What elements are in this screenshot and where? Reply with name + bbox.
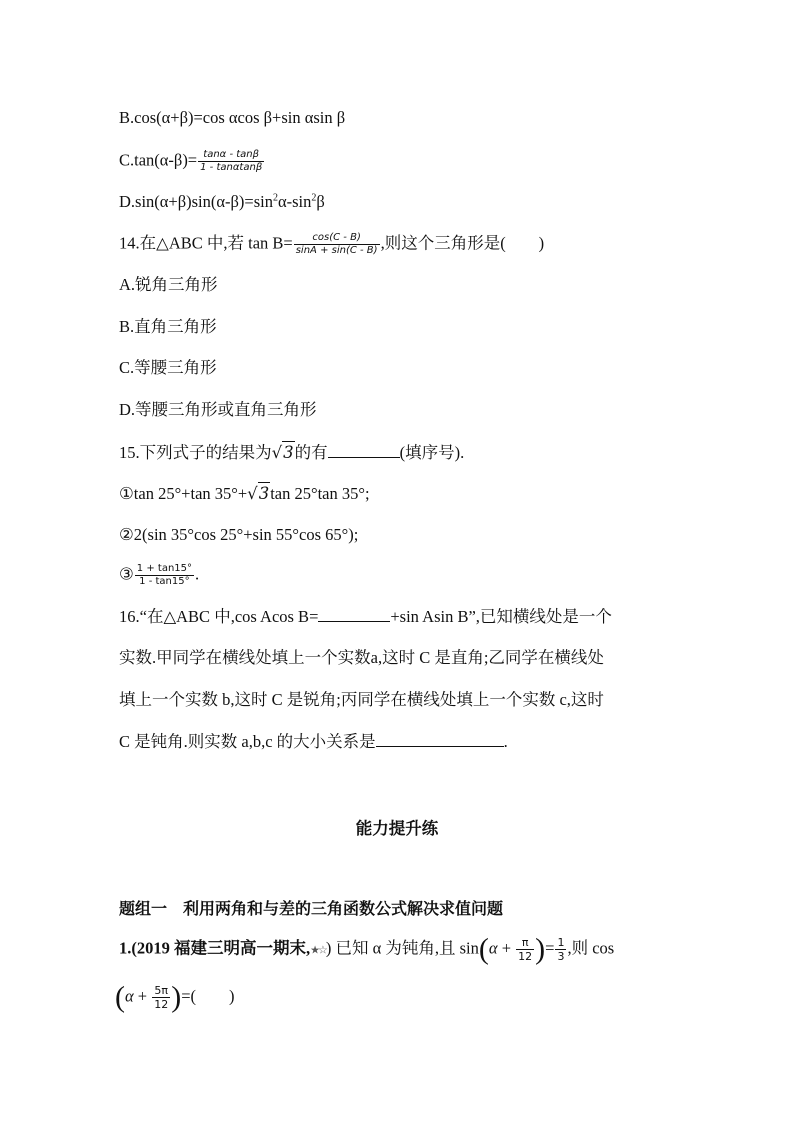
q14-prefix: 14.在△ABC 中,若 tan B=	[119, 233, 293, 253]
option-d-text-c: β	[316, 192, 325, 211]
q15-item-2	[119, 524, 358, 546]
five-pi-fraction	[152, 984, 170, 1011]
q15-suffix2: (填序号).	[399, 443, 465, 462]
q14-option-b	[119, 316, 217, 338]
q14-option-a	[119, 274, 218, 296]
q1-source: 1.(2019 福建三明高一期末,	[119, 938, 311, 958]
fraction-denominator: 12	[518, 950, 533, 963]
answer-blank	[376, 732, 504, 747]
q1-answer-paren: =( )	[181, 986, 235, 1006]
plus: +	[133, 986, 152, 1006]
alpha: α	[125, 986, 134, 1006]
q16-text-b: +sin Asin B”,已知横线处是一个	[390, 607, 612, 626]
q15-item-1	[119, 482, 370, 505]
option-c-prefix: C.tan(α-β)=	[119, 150, 198, 170]
fraction-denominator: 3	[557, 950, 565, 963]
fraction-numerator: 1	[557, 936, 565, 949]
fraction-denominator: 1 - tan15°	[139, 576, 190, 587]
answer-blank	[318, 607, 390, 622]
q15-suffix: 的有	[294, 443, 328, 462]
item-text: ②2(sin 35°cos 25°+sin 55°cos 65°);	[119, 525, 359, 544]
pi-fraction	[516, 936, 534, 963]
q16-text-a: C 是钝角.则实数 a,b,c 的大小关系是	[119, 732, 376, 751]
question-15	[119, 441, 464, 464]
question-1-line-1	[119, 932, 615, 966]
fraction-denominator: 1 - tanαtanβ	[200, 162, 263, 173]
q16-line-4	[119, 731, 508, 753]
q16-line-1	[119, 606, 612, 628]
superscript: 2	[311, 192, 317, 204]
option-b-line	[119, 107, 345, 129]
fraction-numerator: π	[516, 936, 534, 950]
option-text: D.等腰三角形或直角三角形	[119, 400, 317, 419]
fraction-numerator: 1 + tan15°	[136, 563, 193, 574]
option-c-line	[119, 149, 265, 174]
q16-text-b: .	[503, 732, 508, 751]
q1-text: ) 已知 α 为钝角,且 sin	[325, 938, 479, 958]
group-title	[119, 898, 503, 920]
item-text-a: ①tan 25°+tan 35°+	[119, 484, 248, 503]
fraction-denominator: sinA + sin(C - B)	[295, 245, 378, 256]
sqrt-symbol: √3	[247, 484, 270, 503]
q14-suffix: ,则这个三角形是( )	[380, 233, 545, 253]
q15-item-3	[119, 563, 199, 588]
option-d-text-a: D.sin(α+β)sin(α-β)=sin	[119, 192, 273, 211]
option-d-text-b: α-sin	[277, 192, 312, 211]
q14-option-c	[119, 357, 217, 379]
paren-open: (	[115, 980, 125, 1014]
item-suffix: .	[195, 564, 200, 584]
option-b-text: B.cos(α+β)=cos αcos β+sin αsin β	[119, 108, 346, 127]
fraction-numerator: cos(C - B)	[294, 232, 380, 245]
fraction-numerator: 5π	[152, 984, 170, 998]
answer-blank	[328, 443, 400, 458]
difficulty-stars-icon: ★☆	[310, 944, 326, 957]
q16-text-a: 16.“在△ABC 中,cos Acos B=	[119, 607, 319, 626]
paren-close: )	[171, 980, 182, 1014]
option-text: C.等腰三角形	[119, 358, 217, 377]
third-fraction	[555, 936, 566, 963]
item-text-b: tan 25°tan 35°;	[270, 484, 370, 503]
q14-option-d	[119, 399, 317, 421]
sqrt-radicand: 3	[258, 484, 270, 503]
option-c-fraction	[198, 149, 264, 174]
q1-suffix: ,则 cos	[567, 938, 615, 958]
question-14	[119, 232, 544, 257]
fraction-numerator: tanα - tanβ	[198, 149, 264, 162]
paren-close: )	[535, 932, 546, 966]
q16-text: 填上一个实数 b,这时 C 是锐角;丙同学在横线处填上一个实数 c,这时	[119, 690, 604, 709]
sqrt-symbol: √3	[271, 443, 294, 462]
option-text: B.直角三角形	[119, 317, 217, 336]
superscript: 2	[272, 192, 278, 204]
option-d-line	[119, 191, 325, 213]
plus: +	[497, 938, 516, 958]
section-title: 能力提升练	[355, 819, 439, 838]
fraction-denominator: 12	[154, 998, 169, 1011]
question-1-line-2	[115, 980, 235, 1014]
sqrt-radicand: 3	[283, 443, 294, 462]
option-text: A.锐角三角形	[119, 275, 218, 294]
equals: =	[545, 938, 555, 958]
q15-prefix: 15.下列式子的结果为	[119, 443, 272, 462]
q16-text: 实数.甲同学在横线处填上一个实数a,这时 C 是直角;乙同学在横线处	[119, 648, 604, 667]
item-marker: ③	[119, 564, 134, 584]
q16-line-2	[119, 647, 604, 669]
q16-line-3	[119, 689, 604, 711]
paren-open: (	[478, 932, 489, 966]
q15-item3-fraction	[135, 563, 194, 588]
group-title-text: 题组一 利用两角和与差的三角函数公式解决求值问题	[119, 899, 504, 918]
alpha: α	[488, 938, 498, 958]
q14-fraction	[294, 232, 380, 257]
